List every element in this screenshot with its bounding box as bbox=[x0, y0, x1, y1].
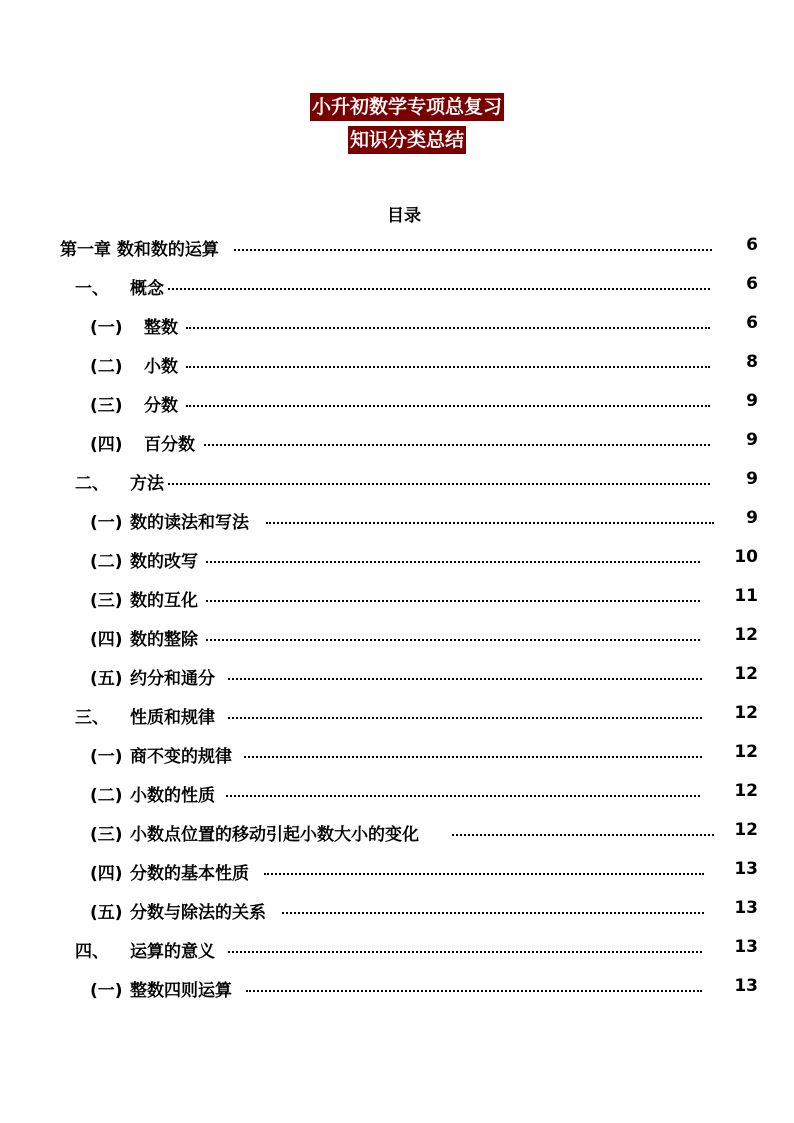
toc-entry-subsection[interactable] bbox=[0, 342, 794, 381]
toc-entry-number: (一) bbox=[90, 318, 123, 338]
toc-entry-label[interactable]: 小数点位置的移动引起小数大小的变化 bbox=[130, 825, 419, 845]
toc-entry-number: 三、 bbox=[75, 708, 109, 728]
toc-page-number[interactable]: 9 bbox=[746, 391, 758, 411]
toc-page-number[interactable]: 13 bbox=[734, 898, 758, 918]
toc-entry-label[interactable]: 商不变的规律 bbox=[130, 747, 232, 767]
toc-leader-dots bbox=[168, 288, 710, 290]
toc-page-number[interactable]: 12 bbox=[734, 625, 758, 645]
document-title bbox=[0, 93, 794, 154]
toc-page-number[interactable]: 12 bbox=[734, 742, 758, 762]
toc-entry-label[interactable]: 数的改写 bbox=[130, 552, 198, 572]
toc-entry-label[interactable]: 分数与除法的关系 bbox=[130, 903, 266, 923]
toc-entry-number: (五) bbox=[90, 903, 123, 923]
toc-entry-subsection[interactable] bbox=[0, 732, 794, 771]
toc-page-number[interactable]: 12 bbox=[734, 781, 758, 801]
toc-page-number[interactable]: 13 bbox=[734, 937, 758, 957]
toc-leader-dots bbox=[228, 717, 702, 719]
toc-entry-subsection[interactable] bbox=[0, 420, 794, 459]
toc-entry-label[interactable]: 分数 bbox=[144, 396, 178, 416]
toc-entry-section-1[interactable] bbox=[0, 264, 794, 303]
toc-leader-dots bbox=[282, 912, 704, 914]
toc-entry-number: (一) bbox=[90, 981, 123, 1001]
toc-entry-label[interactable]: 小数的性质 bbox=[130, 786, 215, 806]
toc-leader-dots bbox=[228, 678, 702, 680]
toc-entry-label[interactable]: 数的读法和写法 bbox=[130, 513, 249, 533]
toc-page-number[interactable]: 6 bbox=[746, 274, 758, 294]
toc-leader-dots bbox=[266, 522, 714, 524]
toc-entry-label[interactable]: 百分数 bbox=[144, 435, 195, 455]
toc-page-number[interactable]: 8 bbox=[746, 352, 758, 372]
toc-entry-number: (二) bbox=[90, 357, 123, 377]
toc-entry-section-4[interactable] bbox=[0, 927, 794, 966]
toc-leader-dots bbox=[186, 405, 710, 407]
toc-entry-number: (一) bbox=[90, 747, 123, 767]
toc-entry-label[interactable]: 整数四则运算 bbox=[130, 981, 232, 1001]
toc-leader-dots bbox=[204, 444, 710, 446]
toc-entry-label[interactable]: 小数 bbox=[144, 357, 178, 377]
toc-entry-subsection[interactable] bbox=[0, 537, 794, 576]
toc-leader-dots bbox=[234, 249, 712, 251]
toc-entry-subsection[interactable] bbox=[0, 966, 794, 1005]
toc-entry-chapter-1[interactable] bbox=[0, 225, 794, 264]
toc-page-number[interactable]: 12 bbox=[734, 664, 758, 684]
toc-entry-label[interactable]: 约分和通分 bbox=[130, 669, 215, 689]
toc-entry-subsection[interactable] bbox=[0, 888, 794, 927]
toc-page-number[interactable]: 6 bbox=[746, 313, 758, 333]
toc-leader-dots bbox=[206, 561, 700, 563]
toc-page-number[interactable]: 9 bbox=[746, 508, 758, 528]
toc-heading: 目录 bbox=[387, 206, 421, 226]
toc-entry-number: 二、 bbox=[75, 474, 109, 494]
toc-page-number[interactable]: 12 bbox=[734, 820, 758, 840]
toc-page-number[interactable]: 12 bbox=[734, 703, 758, 723]
toc-leader-dots bbox=[186, 366, 710, 368]
toc-entry-label[interactable]: 整数 bbox=[144, 318, 178, 338]
toc-leader-dots bbox=[206, 639, 700, 641]
toc-entry-label[interactable]: 数的互化 bbox=[130, 591, 198, 611]
toc-page-number[interactable]: 13 bbox=[734, 976, 758, 996]
toc-page-number[interactable]: 6 bbox=[746, 235, 758, 255]
toc-entry-section-2[interactable] bbox=[0, 459, 794, 498]
toc-entry-subsection[interactable] bbox=[0, 576, 794, 615]
toc-entry-label[interactable]: 方法 bbox=[130, 474, 164, 494]
toc-page-number[interactable]: 13 bbox=[734, 859, 758, 879]
toc-entry-label[interactable]: 分数的基本性质 bbox=[130, 864, 249, 884]
toc-entry-number: 一、 bbox=[75, 279, 109, 299]
toc-leader-dots bbox=[264, 873, 704, 875]
toc-entry-subsection[interactable] bbox=[0, 849, 794, 888]
toc-entry-subsection[interactable] bbox=[0, 615, 794, 654]
toc-entry-label[interactable]: 性质和规律 bbox=[130, 708, 215, 728]
toc-leader-dots bbox=[186, 327, 710, 329]
toc-leader-dots bbox=[206, 600, 700, 602]
toc-entry-number: (四) bbox=[90, 630, 123, 650]
toc-entry-label[interactable]: 运算的意义 bbox=[130, 942, 215, 962]
toc-entry-label[interactable]: 数的整除 bbox=[130, 630, 198, 650]
toc-entry-number: (一) bbox=[90, 513, 123, 533]
toc-entry-number: (五) bbox=[90, 669, 123, 689]
toc-entry-label[interactable]: 第一章 数和数的运算 bbox=[60, 240, 219, 260]
toc-entry-number: (二) bbox=[90, 786, 123, 806]
toc-page-number[interactable]: 11 bbox=[734, 586, 758, 606]
toc-entry-section-3[interactable] bbox=[0, 693, 794, 732]
toc-entry-number: (三) bbox=[90, 591, 123, 611]
toc-page-number[interactable]: 9 bbox=[746, 469, 758, 489]
toc-leader-dots bbox=[228, 951, 702, 953]
toc-leader-dots bbox=[244, 756, 702, 758]
toc-entry-number: 四、 bbox=[75, 942, 109, 962]
toc-entry-number: (四) bbox=[90, 864, 123, 884]
toc-entry-label[interactable]: 概念 bbox=[130, 279, 164, 299]
toc-entry-number: (三) bbox=[90, 396, 123, 416]
toc-entry-subsection[interactable] bbox=[0, 381, 794, 420]
toc-entry-subsection[interactable] bbox=[0, 654, 794, 693]
toc-entry-subsection[interactable] bbox=[0, 810, 794, 849]
title-line-2: 知识分类总结 bbox=[348, 126, 466, 154]
toc-entry-number: (四) bbox=[90, 435, 123, 455]
toc-leader-dots bbox=[452, 834, 714, 836]
toc-page-number[interactable]: 10 bbox=[734, 547, 758, 567]
title-line-1: 小升初数学专项总复习 bbox=[310, 93, 504, 121]
toc-leader-dots bbox=[246, 990, 702, 992]
toc-entry-number: (三) bbox=[90, 825, 123, 845]
toc-leader-dots bbox=[226, 795, 700, 797]
toc-entry-subsection[interactable] bbox=[0, 771, 794, 810]
toc-page-number[interactable]: 9 bbox=[746, 430, 758, 450]
toc-leader-dots bbox=[168, 483, 710, 485]
toc-entry-subsection[interactable] bbox=[0, 303, 794, 342]
toc-entry-number: (二) bbox=[90, 552, 123, 572]
toc-entry-subsection[interactable] bbox=[0, 498, 794, 537]
